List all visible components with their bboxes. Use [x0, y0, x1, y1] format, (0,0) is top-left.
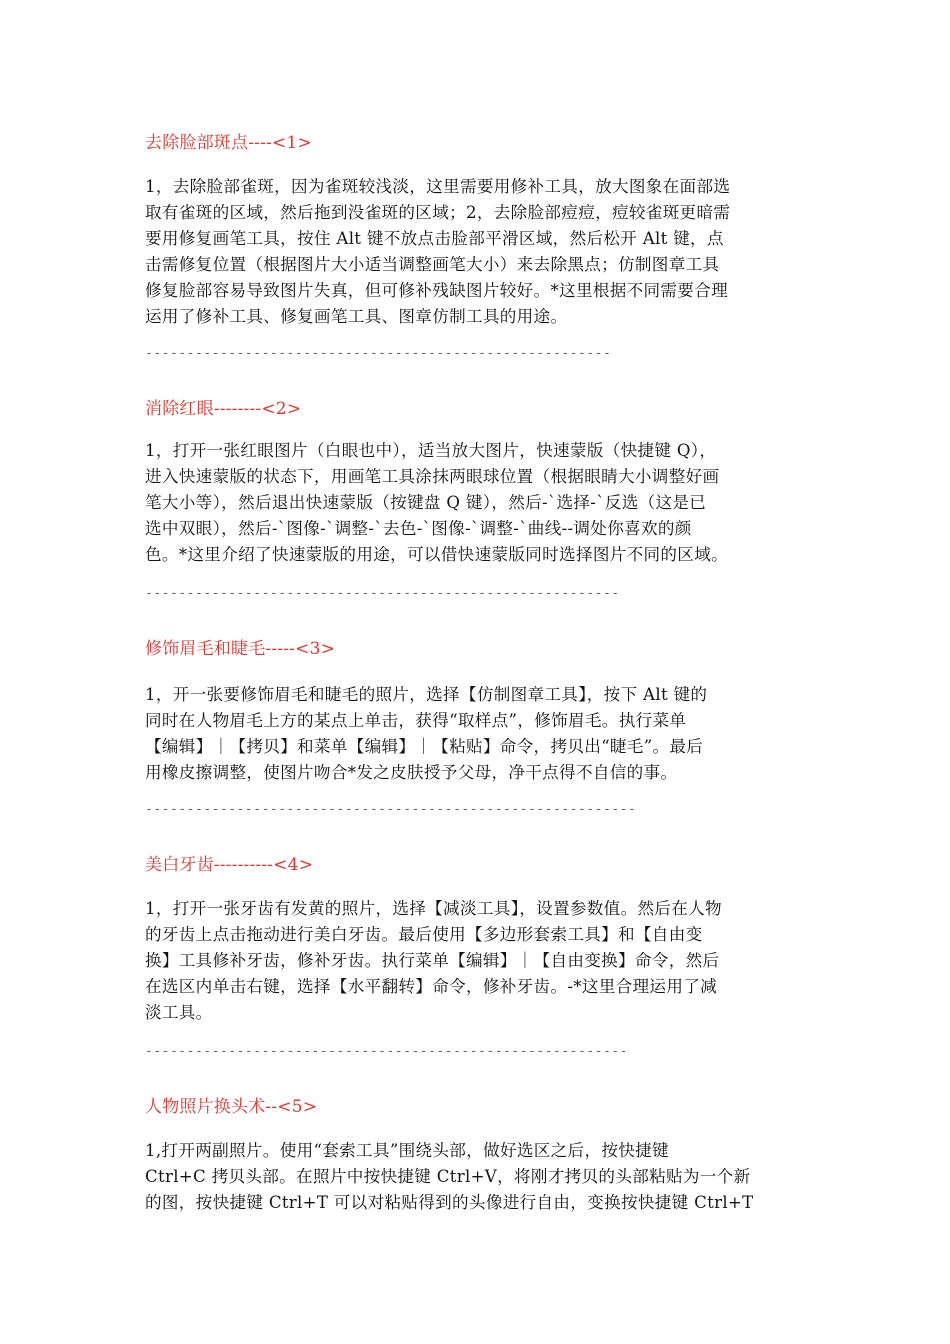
text-line: 笔大小等），然后退出快速蒙版（按键盘 Q 键），然后-`选择-`反选（这是已: [145, 493, 707, 512]
text-line: 色。*这里介绍了快速蒙版的用途，可以借快速蒙版同时选择图片不同的区域。: [145, 545, 728, 564]
text-line: 取有雀斑的区域，然后拖到没雀斑的区域；2，去除脸部痘痘，痘较雀斑更暗需: [145, 203, 731, 222]
text-line: 选中双眼），然后-`图像-`调整-`去色-`图像-`调整-`曲线--调处你喜欢的颜: [145, 519, 692, 538]
text-line: 进入快速蒙版的状态下，用画笔工具涂抹两眼球位置（根据眼睛大小调整好画: [145, 467, 720, 486]
section-body-4: [145, 896, 810, 1026]
text-line: 的牙齿上点击拖动进行美白牙齿。最后使用【多边形套索工具】和【自由变: [145, 925, 703, 944]
text-line: 击需修复位置（根据图片大小适当调整画笔大小）来去除黑点；仿制图章工具: [145, 255, 720, 274]
text-line: 1，开一张要修饰眉毛和睫毛的照片，选择【仿制图章工具】，按下 Alt 键的: [145, 685, 708, 704]
text-line: 修复脸部容易导致图片失真，但可修补残缺图片较好。*这里根据不同需要合理: [145, 281, 728, 300]
text-line: 用橡皮擦调整，使图片吻合*发之皮肤授予父母，净干点得不自信的事。: [145, 763, 678, 782]
text-line: 1,打开两副照片。使用“套索工具”围绕头部，做好选区之后，按快捷键: [145, 1141, 669, 1160]
section-title-4: 美白牙齿----------<4>: [145, 855, 314, 875]
section-body-1: [145, 174, 810, 330]
text-line: 在选区内单击右键，选择【水平翻转】命令，修补牙齿。-*这里合理运用了减: [145, 977, 717, 996]
section-title-2: 消除红眼--------<2>: [145, 399, 302, 419]
text-line: 1，打开一张红眼图片（白眼也中），适当放大图片，快速蒙版（快捷键 Q），: [145, 441, 717, 460]
section-body-3: [145, 682, 810, 786]
section-body-2: [145, 438, 810, 568]
section-divider-4: ----------------------------------------------------------: [145, 1044, 628, 1059]
text-line: 淡工具。: [145, 1003, 213, 1022]
text-line: 1，去除脸部雀斑，因为雀斑较浅淡，这里需要用修补工具，放大图象在面部选: [145, 177, 731, 196]
text-line: 的图，按快捷键 Ctrl+T 可以对粘贴得到的头像进行自由，变换按快捷键 Ctrl+T: [145, 1193, 754, 1212]
section-title-3: 修饰眉毛和睫毛-----<3>: [145, 639, 336, 659]
text-line: 同时在人物眉毛上方的某点上单击，获得“取样点”，修饰眉毛。执行菜单: [145, 711, 687, 730]
section-divider-3: -----------------------------------------------------------: [145, 802, 637, 817]
section-divider-1: --------------------------------------------------------: [145, 346, 612, 361]
text-line: 要用修复画笔工具，按住 Alt 键不放点击脸部平滑区域，然后松开 Alt 键，点: [145, 229, 724, 248]
text-line: 换】工具修补牙齿，修补牙齿。执行菜单【编辑】｜【自由变换】命令，然后: [145, 951, 720, 970]
text-line: 【编辑】｜【拷贝】和菜单【编辑】｜【粘贴】命令，拷贝出“睫毛”。最后: [145, 737, 704, 756]
text-line: Ctrl+C 拷贝头部。在照片中按快捷键 Ctrl+V，将刚才拷贝的头部粘贴为一个新: [145, 1167, 751, 1186]
section-title-5: 人物照片换头术--<5>: [145, 1097, 318, 1117]
section-body-5: [145, 1138, 810, 1216]
text-line: 运用了修补工具、修复画笔工具、图章仿制工具的用途。: [145, 307, 568, 326]
section-title-1: 去除脸部斑点----<1>: [145, 133, 312, 153]
text-line: 1，打开一张牙齿有发黄的照片，选择【减淡工具】，设置参数值。然后在人物: [145, 899, 722, 918]
section-divider-2: ---------------------------------------------------------: [145, 586, 620, 601]
